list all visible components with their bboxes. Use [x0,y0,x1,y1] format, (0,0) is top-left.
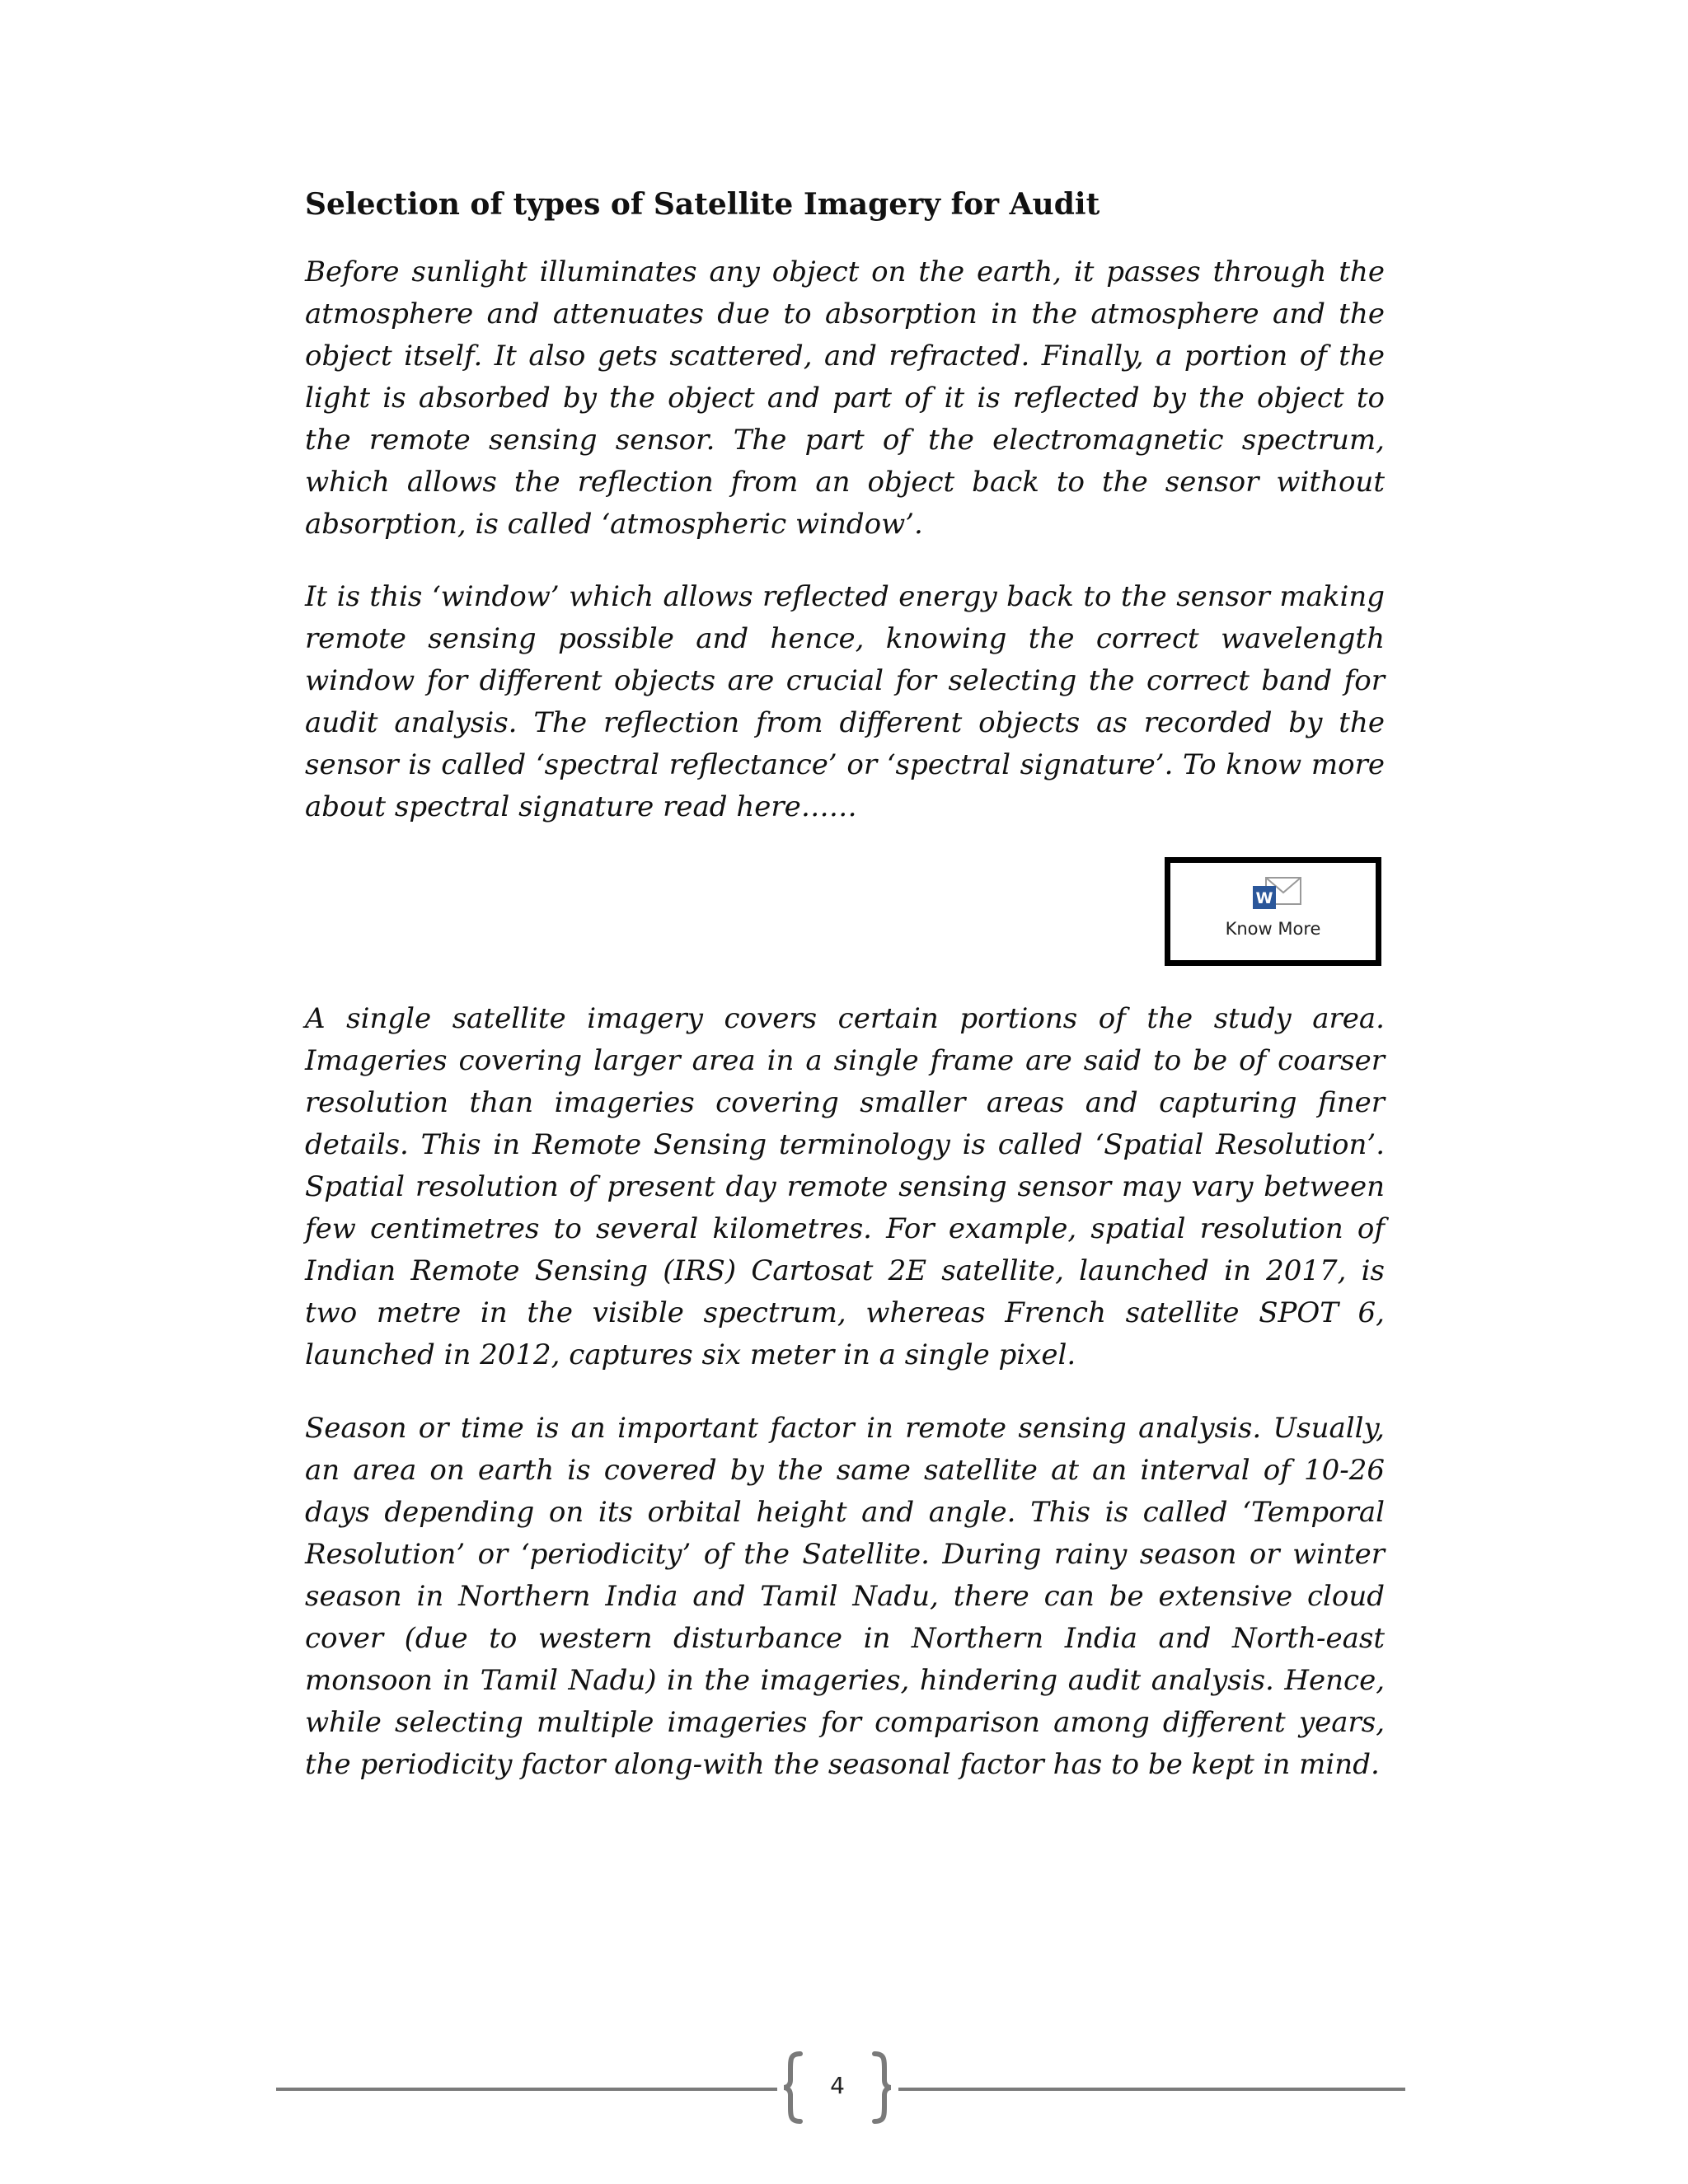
paragraph-atmospheric-window: Before sunlight illuminates any object on the earth, it passes through the atmosphere and attenuates due to absorption in the atmosphere and the object itself. It also gets scattered, and refracted. Finally, a portion of the light is absorbed by the object and part of it is reflected by the object to the remote sensing sensor. The part of the electromagnetic spectrum, which allows the reflection from an object back to the sensor without absorption, is called ‘atmospheric window’. [305,255,1385,541]
paragraph-spectral-signature: It is this ‘window’ which allows reflected energy back to the sensor making remote sensing possible and hence, knowing the correct wavelength window for different objects are crucial for selecting the correct band for audit analysis. The reflection from different objects as recorded by the sensor is called ‘spectral reflectance’ or ‘spectral signature’. To know more about spectral signature read here…… [305,580,1385,823]
word-document-icon [1251,874,1302,912]
paragraph-temporal-resolution: Season or time is an important factor in remote sensing analysis. Usually, an area on earth is covered by the same satellite at an interval of 10-26 days depending on its orbital height and angle. This is called ‘Temporal Resolution’ or ‘periodicity’ of the Satellite. During rainy season or winter season in Northern India and Tamil Nadu, there can be extensive cloud cover (due to western disturbance in Northern India and North-east monsoon in Tamil Nadu) in the imageries, hindering audit analysis. Hence, while selecting multiple imageries for comparison among different years, the periodicity factor along-with the seasonal factor has to be kept in mind. [305,1412,1385,1781]
page-footer [276,2050,1405,2125]
footer-rule-left [276,2088,777,2091]
right-brace-icon [868,2050,894,2125]
page-number: 4 [830,2072,845,2099]
section-heading: Selection of types of Satellite Imagery for Audit [305,187,1100,222]
know-more-label: Know More [1225,919,1321,939]
know-more-button[interactable] [1165,857,1381,966]
word-badge-letter: W [1255,889,1273,907]
left-brace-icon [781,2050,807,2125]
footer-rule-right [898,2088,1405,2091]
paragraph-spatial-resolution: A single satellite imagery covers certain portions of the study area. Imageries covering larger area in a single frame are said to be of coarser resolution than imageries covering smaller areas and capturing finer details. This in Remote Sensing terminology is called ‘Spatial Resolution’. Spatial resolution of present day remote sensing sensor may vary between few centimetres to several kilometres. For example, spatial resolution of Indian Remote Sensing (IRS) Cartosat 2E satellite, launched in 2017, is two metre in the visible spectrum, whereas French satellite SPOT 6, launched in 2012, captures six meter in a single pixel. [305,1002,1385,1371]
